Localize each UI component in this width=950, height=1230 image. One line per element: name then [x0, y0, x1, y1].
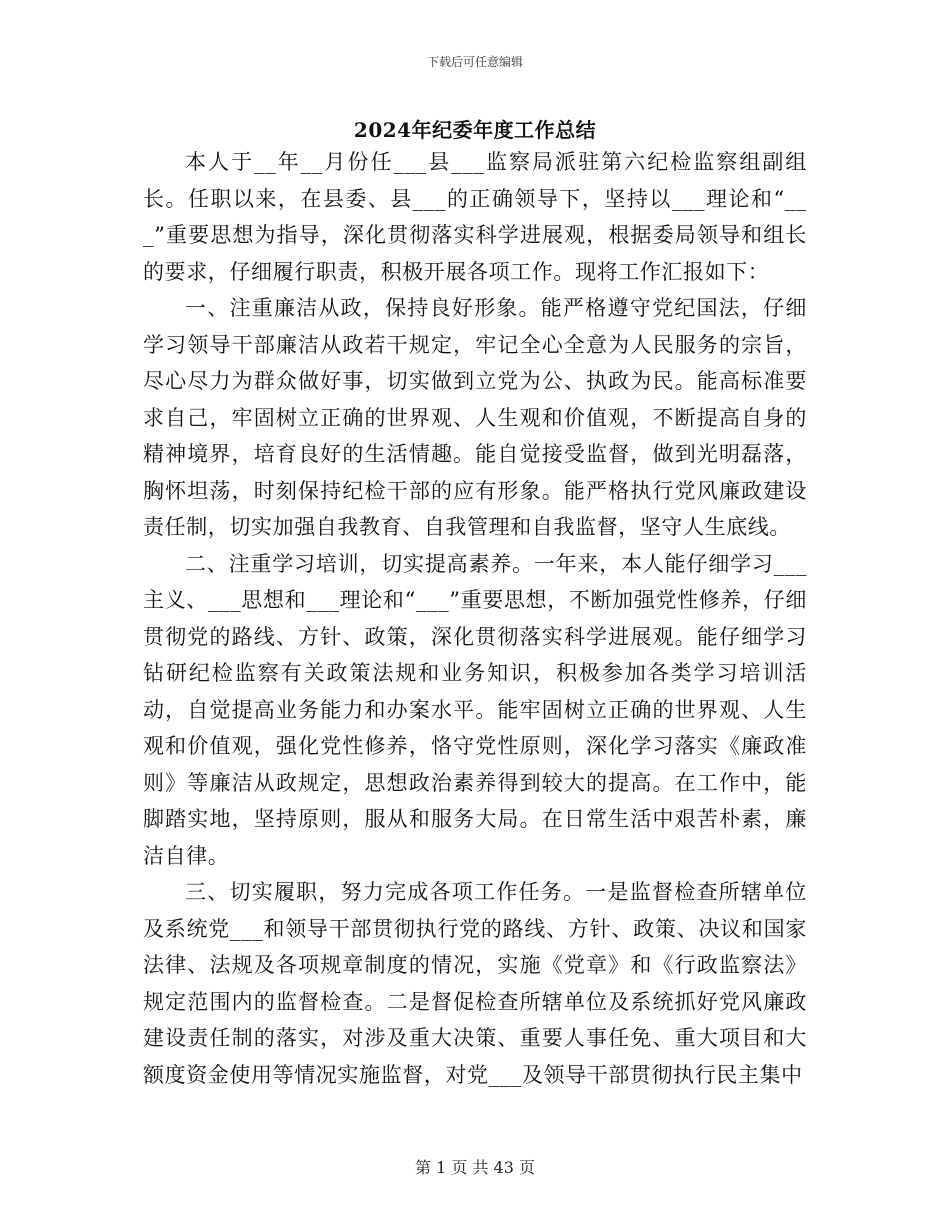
paragraph-section-3: 三、切实履职，努力完成各项工作任务。一是监督检查所辖单位及系统党___和领导干部贯彻执行党的路线、方针、政策、决议和国家法律、法规及各项规章制度的情况，实施《党章》和《行政监察法》规定范围内的监督检查。二是督促检查所辖单位及系统抓好党风廉政建设责任制的落实，对涉及重大决策、重要人事任免、重大项目和大额度资金使用等情况实施监督，对党___及领导干部贯彻执行民主集中: [143, 880, 807, 1087]
page-number: 第 1 页 共 43 页: [415, 1158, 535, 1177]
paragraph-intro: 本人于__年__月份任___县___监察局派驻第六纪检监察组副组长。任职以来，在县委、县___的正确领导下，坚持以___理论和“___”重要思想为指导，深化贯彻落实科学进展观，根据委局领导和组长的要求，仔细履行职责，积极开展各项工作。现将工作汇报如下：: [143, 150, 807, 284]
paragraph-section-1: 一、注重廉洁从政，保持良好形象。能严格遵守党纪国法，仔细学习领导干部廉洁从政若干规定，牢记全心全意为人民服务的宗旨，尽心尽力为群众做好事，切实做到立党为公、执政为民。能高标准要求自己，牢固树立正确的世界观、人生观和价值观，不断提高自身的精神境界，培育良好的生活情趣。能自觉接受监督，做到光明磊落，胸怀坦荡，时刻保持纪检干部的应有形象。能严格执行党风廉政建设责任制，切实加强自我教育、自我管理和自我监督，坚守人生底线。: [143, 296, 807, 539]
document-body: [143, 144, 807, 1093]
paragraph-section-2: 二、注重学习培训，切实提高素养。一年来，本人能仔细学习___主义、___思想和___理论和“___”重要思想，不断加强党性修养，仔细贯彻党的路线、方针、政策，深化贯彻落实科学进展观。能仔细学习钻研纪检监察有关政策法规和业务知识，积极参加各类学习培训活动，自觉提高业务能力和办案水平。能牢固树立正确的世界观、人生观和价值观，强化党性修养，恪守党性原则，深化学习落实《廉政准则》等廉洁从政规定，思想政治素养得到较大的提高。在工作中，能脚踏实地，坚持原则，服从和服务大局。在日常生活中艰苦朴素，廉洁自律。: [143, 551, 807, 868]
page-header-note: 下载后可任意编辑: [426, 55, 523, 69]
document-title: 2024年纪委年度工作总结: [353, 118, 597, 142]
